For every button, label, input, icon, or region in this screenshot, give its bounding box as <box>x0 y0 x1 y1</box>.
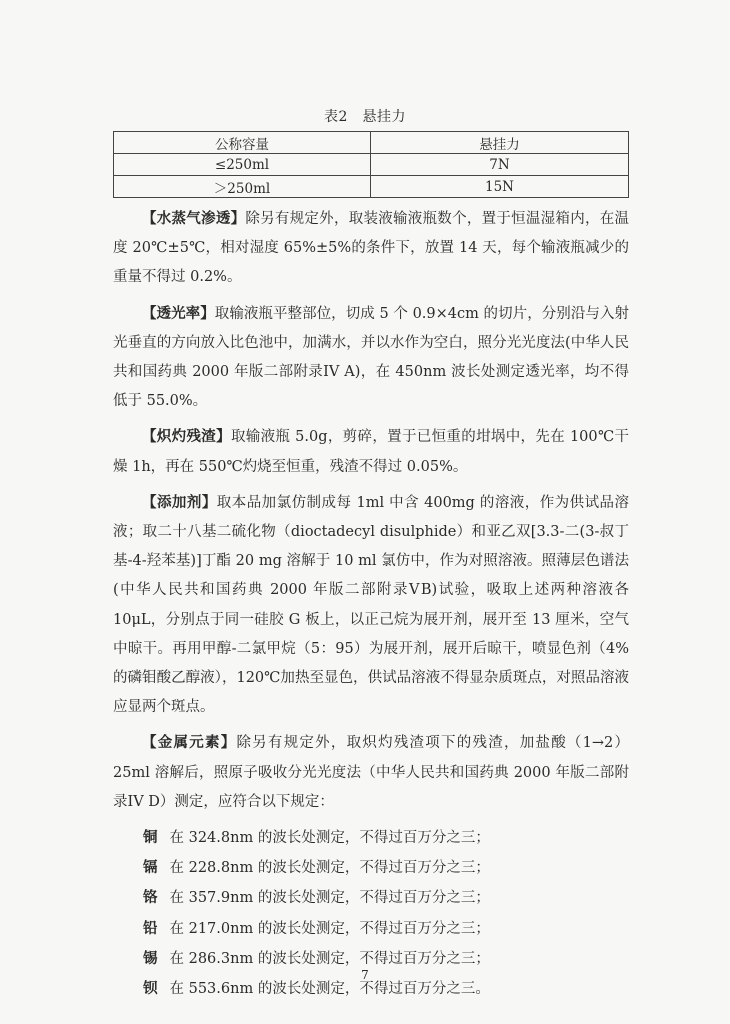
table-row <box>114 176 629 198</box>
section-ignition-residue <box>113 422 629 481</box>
suspension-force-table <box>113 131 629 198</box>
section-heading: 【炽灼残渣】 <box>142 428 231 446</box>
section-text: 除另有规定外，取装液输液瓶数个，置于恒温湿箱内，在温度 20℃±5℃，相对湿度 65%±5%的条件下，放置 14 天，每个输液瓶减少的重量不得过 0.2%。 <box>113 211 629 286</box>
metal-limit-text: 在 286.3nm 的波长处测定，不得过百万分之三； <box>169 950 490 967</box>
metal-element: 铜 <box>143 829 158 847</box>
section-text: 除另有规定外，取炽灼残渣项下的残渣，加盐酸（1→2）25ml 溶解后，照原子吸收分光光度法（中华人民共和国药典 2000 年版二部附录IV D）测定，应符合以下规定： <box>113 735 630 810</box>
section-additives <box>113 488 629 723</box>
metal-element: 镉 <box>143 859 158 877</box>
section-text: 取输液瓶平整部位，切成 5 个 0.9×4cm 的切片，分别沿与入射光垂直的方向放入比色池中，加满水，并以水作为空白，照分光光度法(中华人民共和国药典 2000 年版二部附录IV A)，在 450nm 波长处测定透光率，均不得低于 55.0%。 <box>113 305 630 410</box>
section-water-vapor-permeation <box>113 204 629 293</box>
metal-limit-text: 在 324.8nm 的波长处测定，不得过百万分之三； <box>169 830 490 847</box>
metal-limit-item <box>113 823 629 853</box>
section-text: 取输液瓶 5.0g，剪碎，置于已恒重的坩埚中，先在 100℃干燥 1h，再在 550℃灼烧至恒重，残渣不得过 0.05%。 <box>113 429 629 475</box>
section-heading: 【水蒸气渗透】 <box>142 210 246 227</box>
table-caption: 表2 悬挂力 <box>324 109 406 125</box>
table-cell-force: 7N <box>371 154 629 176</box>
metal-element: 铬 <box>143 889 158 907</box>
document-body <box>113 204 629 1004</box>
metal-element: 铅 <box>143 919 158 937</box>
table-cell-force: 15N <box>371 176 629 198</box>
metal-limit-item <box>113 914 629 944</box>
table-row <box>114 154 629 176</box>
metal-limit-text: 在 553.6nm 的波长处测定，不得过百万分之三。 <box>169 981 490 998</box>
section-text: 取本品加氯仿制成每 1ml 中含 400mg 的溶液，作为供试品溶液；取二十八基二硫化物（dioctadecyl disulphide）和亚乙双[3.3-二(3-叔丁基-4-羟苯基)]丁酯 20 mg 溶解于 10 ml 氯仿中，作为对照溶液。照薄层色谱法(中华人民共和国药典 2000 年版二部附录ⅤB)试验，吸取上述两种溶液各 10μL，分别点于同一硅胶 G 板上，以正己烷为展开剂，展开至 13 厘米，空气中晾干。再用甲醇-二氯甲烷（5：95）为展开剂，展开后晾干，喷显色剂（4%的磷钼酸乙醇液），120℃加热至显色，供试品溶液不得显杂质斑点，对照品溶液应显两个斑点。 <box>113 494 630 716</box>
section-heading: 【添加剂】 <box>142 493 217 511</box>
metal-limit-text: 在 228.8nm 的波长处测定，不得过百万分之三； <box>169 860 490 877</box>
metal-limit-text: 在 357.9nm 的波长处测定，不得过百万分之三； <box>169 890 490 907</box>
metal-limit-item <box>113 853 629 883</box>
metal-limit-item <box>113 883 629 913</box>
section-light-transmittance <box>113 299 629 417</box>
header-nominal-capacity: 公称容量 <box>114 132 371 154</box>
table-cell-capacity: ＞250ml <box>114 176 371 198</box>
table-header-row <box>114 132 629 154</box>
section-heading: 【透光率】 <box>142 304 215 322</box>
metal-element: 钡 <box>143 980 158 998</box>
header-suspension-force: 悬挂力 <box>371 132 629 154</box>
page-number: 7 <box>361 968 369 982</box>
metal-element: 锡 <box>143 949 158 967</box>
metal-limit-text: 在 217.0nm 的波长处测定，不得过百万分之三； <box>169 920 490 937</box>
section-metal-elements <box>113 728 629 817</box>
table-cell-capacity: ≤250ml <box>114 154 371 176</box>
section-heading: 【金属元素】 <box>142 734 237 752</box>
